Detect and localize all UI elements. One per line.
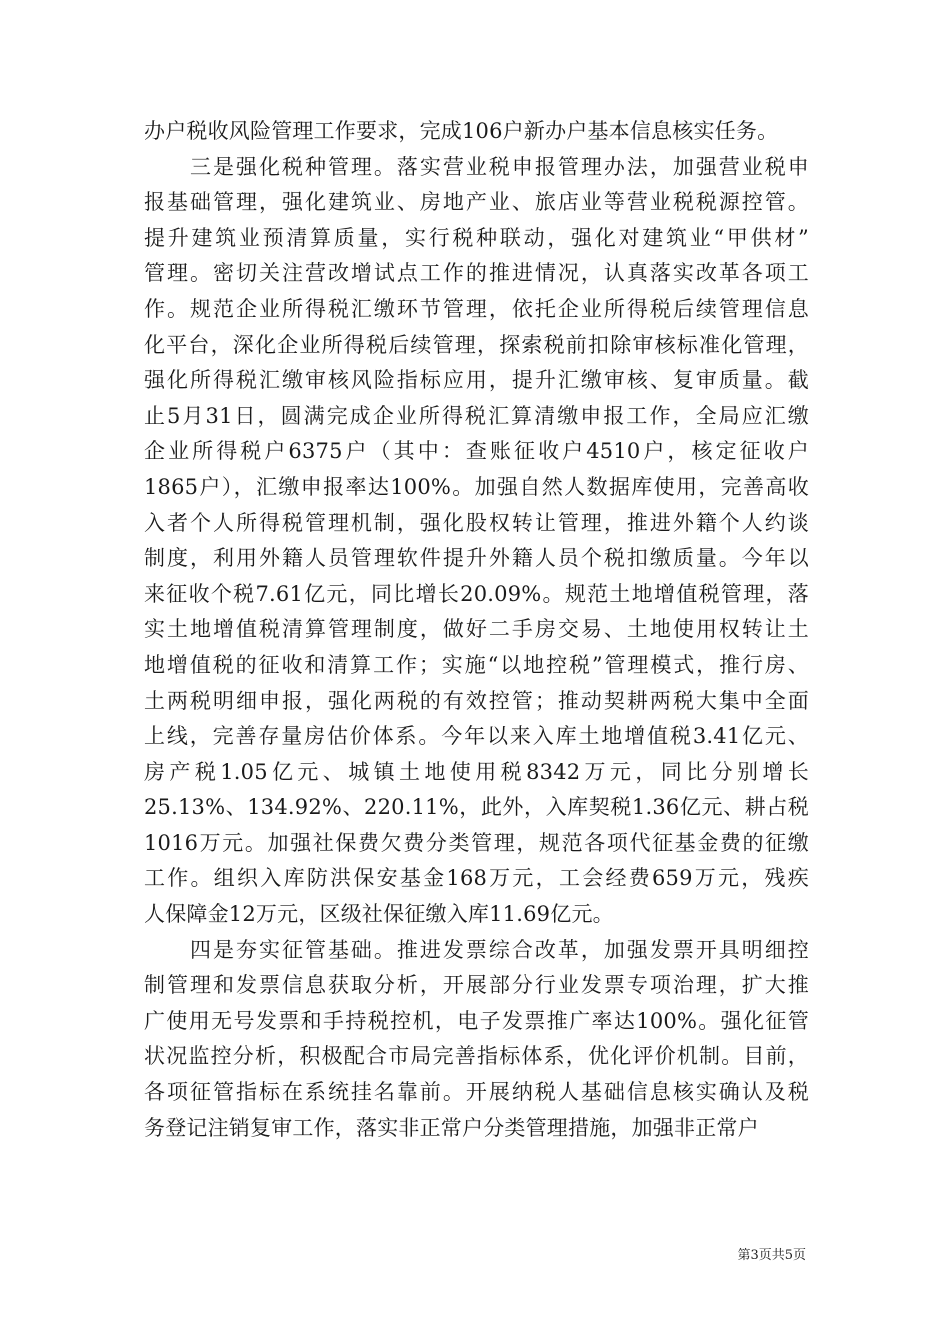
text-line: 四是夯实征管基础。推进发票综合改革，加强发票开具明细控 bbox=[144, 937, 809, 962]
text-line: 入者个人所得税管理机制，强化股权转让管理，推进外籍个人约谈 bbox=[144, 510, 809, 535]
text-line: 化平台，深化企业所得税后续管理，探索税前扣除审核标准化管理， bbox=[144, 332, 809, 357]
text-line: 来征收个税7.61亿元，同比增长20.09%。规范土地增值税管理，落 bbox=[144, 581, 809, 606]
text-line: 土两税明细申报，强化两税的有效控管；推动契耕两税大集中全面 bbox=[144, 688, 809, 713]
text-line: 1865户），汇缴申报率达100%。加强自然人数据库使用，完善高收 bbox=[144, 474, 809, 499]
text-line: 地增值税的征收和清算工作；实施“以地控税”管理模式，推行房、 bbox=[144, 652, 809, 677]
text-line: 管理。密切关注营改增试点工作的推进情况，认真落实改革各项工 bbox=[144, 261, 809, 286]
text-line: 办户税收风险管理工作要求，完成106户新办户基本信息核实任务。 bbox=[144, 119, 779, 143]
text-line: 三是强化税种管理。落实营业税申报管理办法，加强营业税申 bbox=[144, 154, 809, 179]
text-line: 25.13%、134.92%、220.11%，此外，入库契税1.36亿元、耕占税 bbox=[144, 795, 809, 820]
text-line: 强化所得税汇缴审核风险指标应用，提升汇缴审核、复审质量。截 bbox=[144, 368, 809, 393]
text-line: 上线，完善存量房估价体系。今年以来入库土地增值税3.41亿元、 bbox=[144, 724, 809, 749]
text-line: 房产税1.05亿元、城镇土地使用税8342万元，同比分别增长 bbox=[144, 759, 809, 784]
text-line: 务登记注销复审工作，落实非正常户分类管理措施，加强非正常户 bbox=[144, 1115, 759, 1140]
text-line: 广使用无号发票和手持税控机，电子发票推广率达100%。强化征管 bbox=[144, 1008, 809, 1033]
text-line: 制管理和发票信息获取分析，开展部分行业发票专项治理，扩大推 bbox=[144, 973, 809, 998]
text-line: 提升建筑业预清算质量，实行税种联动，强化对建筑业“甲供材” bbox=[144, 225, 809, 250]
text-line: 状况监控分析，积极配合市局完善指标体系，优化评价机制。目前， bbox=[144, 1044, 809, 1069]
text-line: 1016万元。加强社保费欠费分类管理，规范各项代征基金费的征缴 bbox=[144, 830, 809, 855]
paragraph bbox=[144, 150, 809, 933]
text-line: 人保障金12万元，区级社保征缴入库11.69亿元。 bbox=[144, 902, 614, 927]
text-line: 作。规范企业所得税汇缴环节管理，依托企业所得税后续管理信息 bbox=[144, 296, 809, 321]
paragraph bbox=[144, 114, 809, 150]
paragraph bbox=[144, 933, 809, 1147]
text-line: 止5月31日，圆满完成企业所得税汇算清缴申报工作，全局应汇缴 bbox=[144, 403, 809, 428]
page-number: 第3页共5页 bbox=[737, 1248, 806, 1263]
text-line: 企业所得税户6375户（其中：查账征收户4510户，核定征收户 bbox=[144, 439, 809, 464]
text-line: 实土地增值税清算管理制度，做好二手房交易、土地使用权转让土 bbox=[144, 617, 809, 642]
text-line: 报基础管理，强化建筑业、房地产业、旅店业等营业税税源控管。 bbox=[144, 190, 809, 215]
body-text bbox=[144, 114, 809, 1146]
text-line: 工作。组织入库防洪保安基金168万元，工会经费659万元，残疾 bbox=[144, 866, 809, 891]
text-line: 各项征管指标在系统挂名靠前。开展纳税人基础信息核实确认及税 bbox=[144, 1080, 809, 1105]
text-line: 制度，利用外籍人员管理软件提升外籍人员个税扣缴质量。今年以 bbox=[144, 546, 809, 571]
